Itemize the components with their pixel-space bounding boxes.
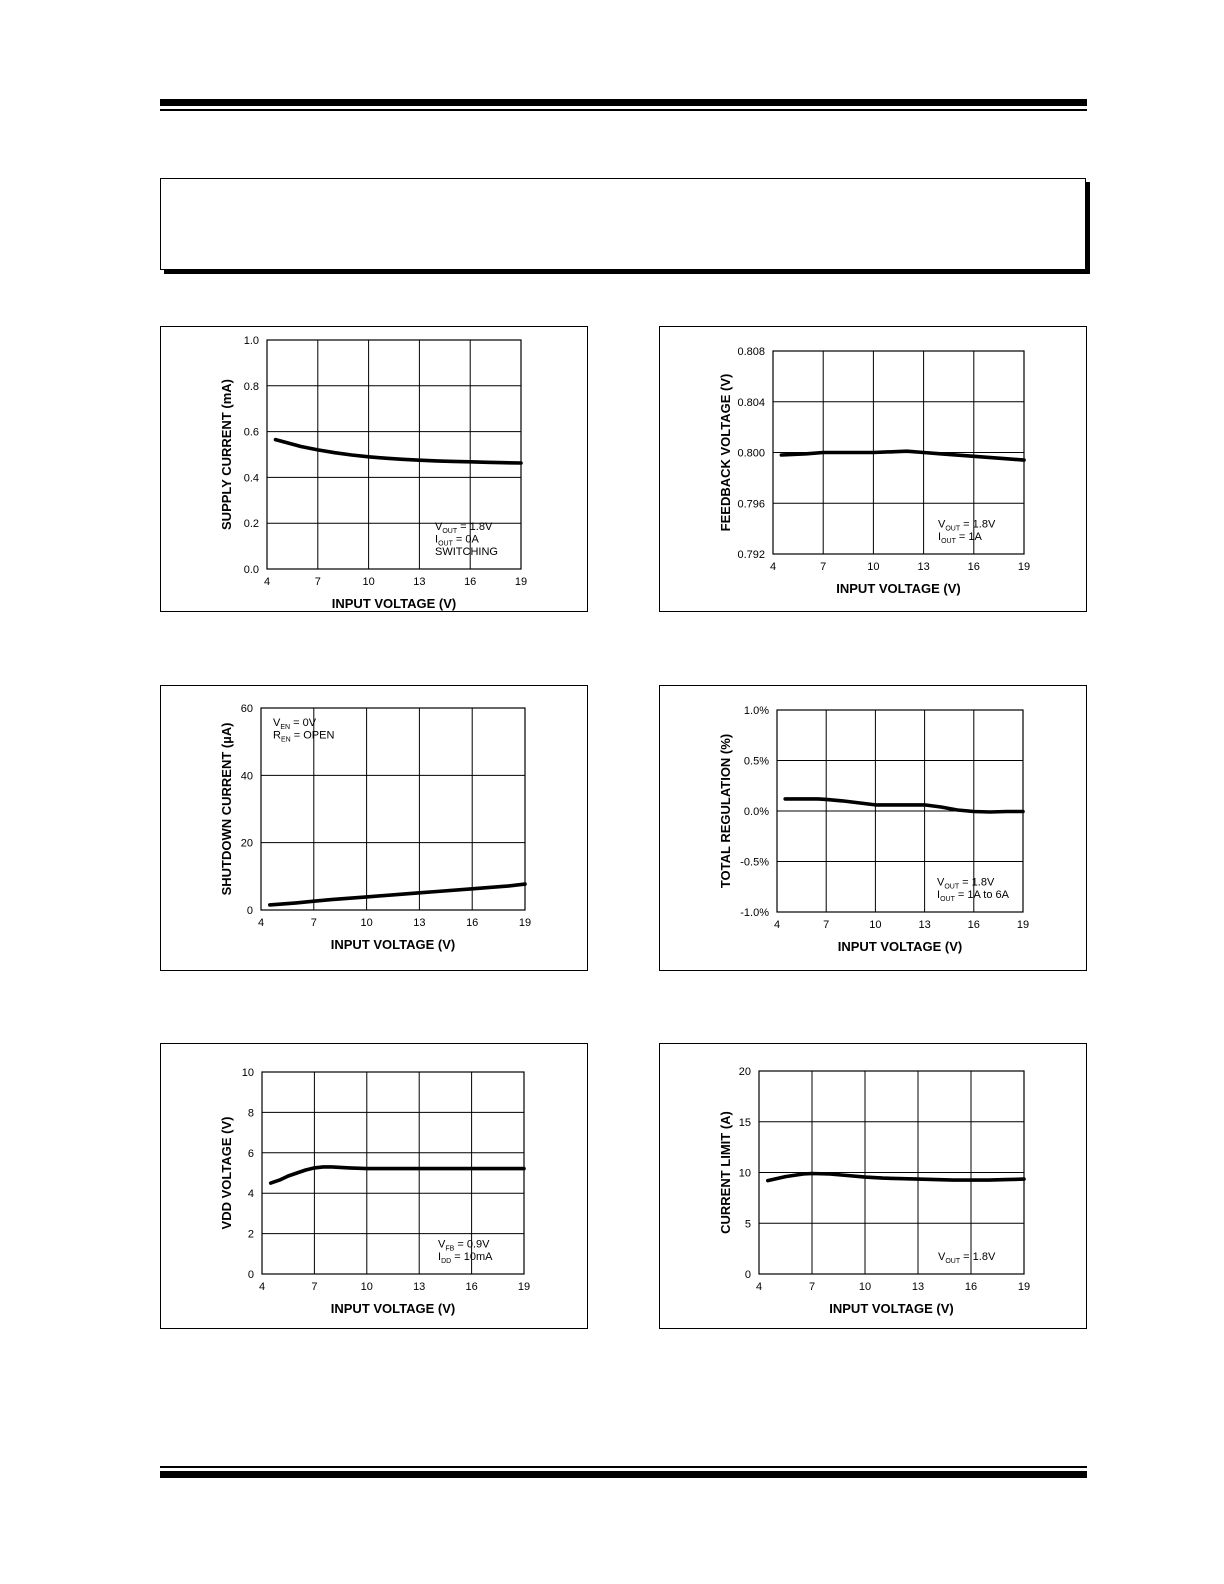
x-tick-label: 16 — [967, 561, 980, 573]
x-tick-label: 16 — [964, 1281, 978, 1293]
chart-panel-feedback-voltage — [659, 326, 1087, 612]
y-tick-label: 0.2 — [243, 518, 259, 531]
y-tick-label: 0 — [246, 905, 253, 917]
y-tick-label: 15 — [738, 1116, 751, 1129]
y-tick-label: 0 — [744, 1269, 751, 1281]
data-series-line — [271, 1167, 524, 1183]
note-subscript: DD — [441, 1258, 452, 1265]
x-tick-label: 13 — [413, 917, 426, 929]
note-subscript: OUT — [945, 1258, 961, 1265]
note-main: SWITCHING — [435, 546, 498, 558]
y-tick-label: 0.6 — [243, 426, 259, 439]
note-rest: = 1.8V — [959, 876, 995, 889]
note-rest: = 1A to 6A — [954, 889, 1009, 901]
y-tick-label: 20 — [738, 1066, 751, 1078]
note-subscript: OUT — [940, 896, 955, 903]
chart-total-regulation — [660, 686, 1086, 970]
x-tick-label: 16 — [464, 576, 477, 588]
y-tick-label: 6 — [247, 1147, 254, 1160]
x-tick-label: 16 — [465, 1281, 478, 1293]
y-axis-label: SUPPLY CURRENT (mA) — [219, 379, 234, 530]
x-tick-label: 7 — [820, 561, 827, 573]
chart-panel-vdd-voltage — [160, 1043, 588, 1329]
x-tick-label: 16 — [466, 917, 479, 929]
chart-panel-total-regulation — [659, 685, 1087, 971]
y-tick-label: 0.0 — [243, 564, 259, 576]
chart-panel-supply-current — [160, 326, 588, 612]
footer-rule-thin — [160, 1466, 1087, 1468]
x-tick-label: 4 — [769, 561, 777, 573]
note-main: V — [273, 717, 281, 729]
x-tick-label: 7 — [808, 1281, 816, 1293]
note-main: V — [938, 518, 946, 531]
x-tick-label: 13 — [917, 561, 930, 573]
chart-panel-shutdown-current — [160, 685, 588, 971]
y-tick-label: 0.800 — [737, 447, 765, 460]
note-rest: = 0V — [290, 717, 317, 729]
y-axis-label: SHUTDOWN CURRENT (µA) — [219, 722, 234, 896]
x-tick-label: 19 — [518, 917, 532, 929]
y-tick-label: 40 — [240, 770, 253, 783]
note-rest: = 0.9V — [454, 1238, 490, 1251]
x-tick-label: 13 — [413, 576, 426, 588]
x-tick-label: 19 — [1017, 1281, 1031, 1293]
x-tick-label: 10 — [867, 561, 880, 573]
note-main: I — [438, 1251, 442, 1263]
note-subscript: FB — [445, 1245, 455, 1253]
y-tick-label: 5 — [744, 1218, 751, 1231]
chart-condition-note — [937, 889, 1010, 903]
x-tick-label: 10 — [360, 917, 373, 929]
note-subscript: EN — [280, 736, 291, 744]
note-rest: = 1A — [955, 531, 982, 543]
notice-box — [160, 178, 1086, 270]
note-rest: = 1.8V — [457, 521, 493, 533]
x-tick-label: 7 — [310, 917, 317, 929]
x-tick-label: 4 — [263, 576, 271, 588]
x-tick-label: 7 — [311, 1281, 318, 1293]
data-series-line — [270, 884, 525, 905]
header-rule-thick — [160, 99, 1087, 106]
y-tick-label: 1.0 — [243, 335, 259, 347]
note-subscript: OUT — [941, 538, 956, 545]
chart-shutdown-current — [161, 686, 587, 970]
x-tick-label: 4 — [755, 1281, 763, 1293]
y-tick-label: 10 — [241, 1067, 254, 1079]
x-axis-label: INPUT VOLTAGE (V) — [330, 1301, 456, 1316]
y-tick-label: 60 — [240, 703, 253, 715]
x-tick-label: 10 — [360, 1281, 373, 1293]
x-axis-label: INPUT VOLTAGE (V) — [836, 581, 961, 596]
chart-current-limit — [660, 1044, 1086, 1328]
y-tick-label: 20 — [240, 837, 253, 850]
y-tick-label: 0 — [247, 1269, 254, 1281]
note-main: I — [435, 533, 439, 546]
header-rule-thin — [160, 109, 1087, 111]
y-tick-label: 0.0% — [743, 806, 769, 818]
chart-condition-note — [435, 546, 498, 558]
x-tick-label: 19 — [1017, 561, 1031, 573]
plot-frame — [267, 340, 521, 569]
x-tick-label: 13 — [911, 1281, 925, 1293]
note-main: V — [937, 876, 945, 889]
y-tick-label: -1.0% — [740, 907, 769, 919]
data-series-line — [768, 1174, 1024, 1181]
note-main: I — [938, 531, 942, 543]
note-main: R — [273, 729, 281, 742]
x-axis-label: INPUT VOLTAGE (V) — [837, 939, 963, 954]
note-rest: = 10mA — [451, 1251, 493, 1263]
x-tick-label: 19 — [1016, 919, 1030, 931]
y-tick-label: 0.808 — [737, 346, 765, 358]
y-tick-label: 1.0% — [743, 705, 769, 717]
y-tick-label: 0.796 — [737, 498, 765, 511]
chart-condition-note — [438, 1251, 493, 1265]
y-tick-label: 0.804 — [737, 396, 765, 409]
y-axis-label: VDD VOLTAGE (V) — [219, 1116, 234, 1230]
y-tick-label: 0.8 — [243, 380, 259, 393]
y-axis-label: FEEDBACK VOLTAGE (V) — [718, 373, 733, 532]
y-tick-label: 10 — [738, 1167, 751, 1180]
y-tick-label: 4 — [247, 1188, 254, 1201]
x-tick-label: 16 — [967, 919, 980, 931]
data-series-line — [785, 799, 1023, 812]
y-tick-label: 0.792 — [737, 549, 765, 561]
x-tick-label: 7 — [314, 576, 321, 588]
note-main: I — [937, 889, 941, 901]
x-tick-label: 13 — [918, 919, 931, 931]
x-tick-label: 4 — [257, 917, 265, 929]
x-tick-label: 10 — [869, 919, 882, 931]
note-rest: = 1.8V — [960, 1251, 996, 1263]
x-tick-label: 4 — [773, 919, 781, 931]
chart-condition-note — [938, 531, 982, 545]
y-axis-label: CURRENT LIMIT (A) — [718, 1111, 733, 1234]
x-axis-label: INPUT VOLTAGE (V) — [331, 596, 457, 611]
x-axis-label: INPUT VOLTAGE (V) — [330, 937, 456, 952]
note-rest: = OPEN — [290, 729, 335, 742]
x-tick-label: 4 — [258, 1281, 266, 1293]
chart-condition-note — [938, 1251, 996, 1265]
note-subscript: OUT — [438, 540, 453, 548]
x-tick-label: 7 — [823, 919, 830, 931]
y-tick-label: 8 — [247, 1107, 254, 1120]
x-tick-label: 19 — [517, 1281, 531, 1293]
footer-rule-thick — [160, 1471, 1087, 1478]
x-tick-label: 10 — [858, 1281, 872, 1293]
chart-panel-current-limit — [659, 1043, 1087, 1329]
x-tick-label: 13 — [413, 1281, 426, 1293]
y-tick-label: 0.5% — [743, 755, 769, 768]
y-axis-label: TOTAL REGULATION (%) — [718, 733, 733, 889]
note-rest: = 1.8V — [960, 518, 996, 531]
chart-feedback-voltage — [660, 327, 1086, 611]
note-rest: = 0A — [452, 533, 479, 546]
chart-supply-current — [161, 327, 587, 611]
y-tick-label: 0.4 — [243, 472, 259, 485]
note-main: V — [435, 521, 443, 533]
note-subscript: OUT — [944, 883, 960, 891]
chart-condition-note — [273, 730, 334, 744]
x-axis-label: INPUT VOLTAGE (V) — [829, 1301, 954, 1316]
chart-vdd-voltage — [161, 1044, 587, 1328]
x-tick-label: 10 — [362, 576, 375, 588]
data-series-line — [276, 440, 522, 463]
note-subscript: OUT — [945, 525, 961, 533]
note-main: V — [438, 1238, 446, 1251]
x-tick-label: 19 — [514, 576, 528, 588]
y-tick-label: 2 — [247, 1228, 254, 1241]
note-main: V — [938, 1251, 946, 1263]
y-tick-label: -0.5% — [740, 856, 769, 869]
note-subscript: EN — [280, 724, 291, 731]
note-subscript: OUT — [442, 528, 458, 535]
